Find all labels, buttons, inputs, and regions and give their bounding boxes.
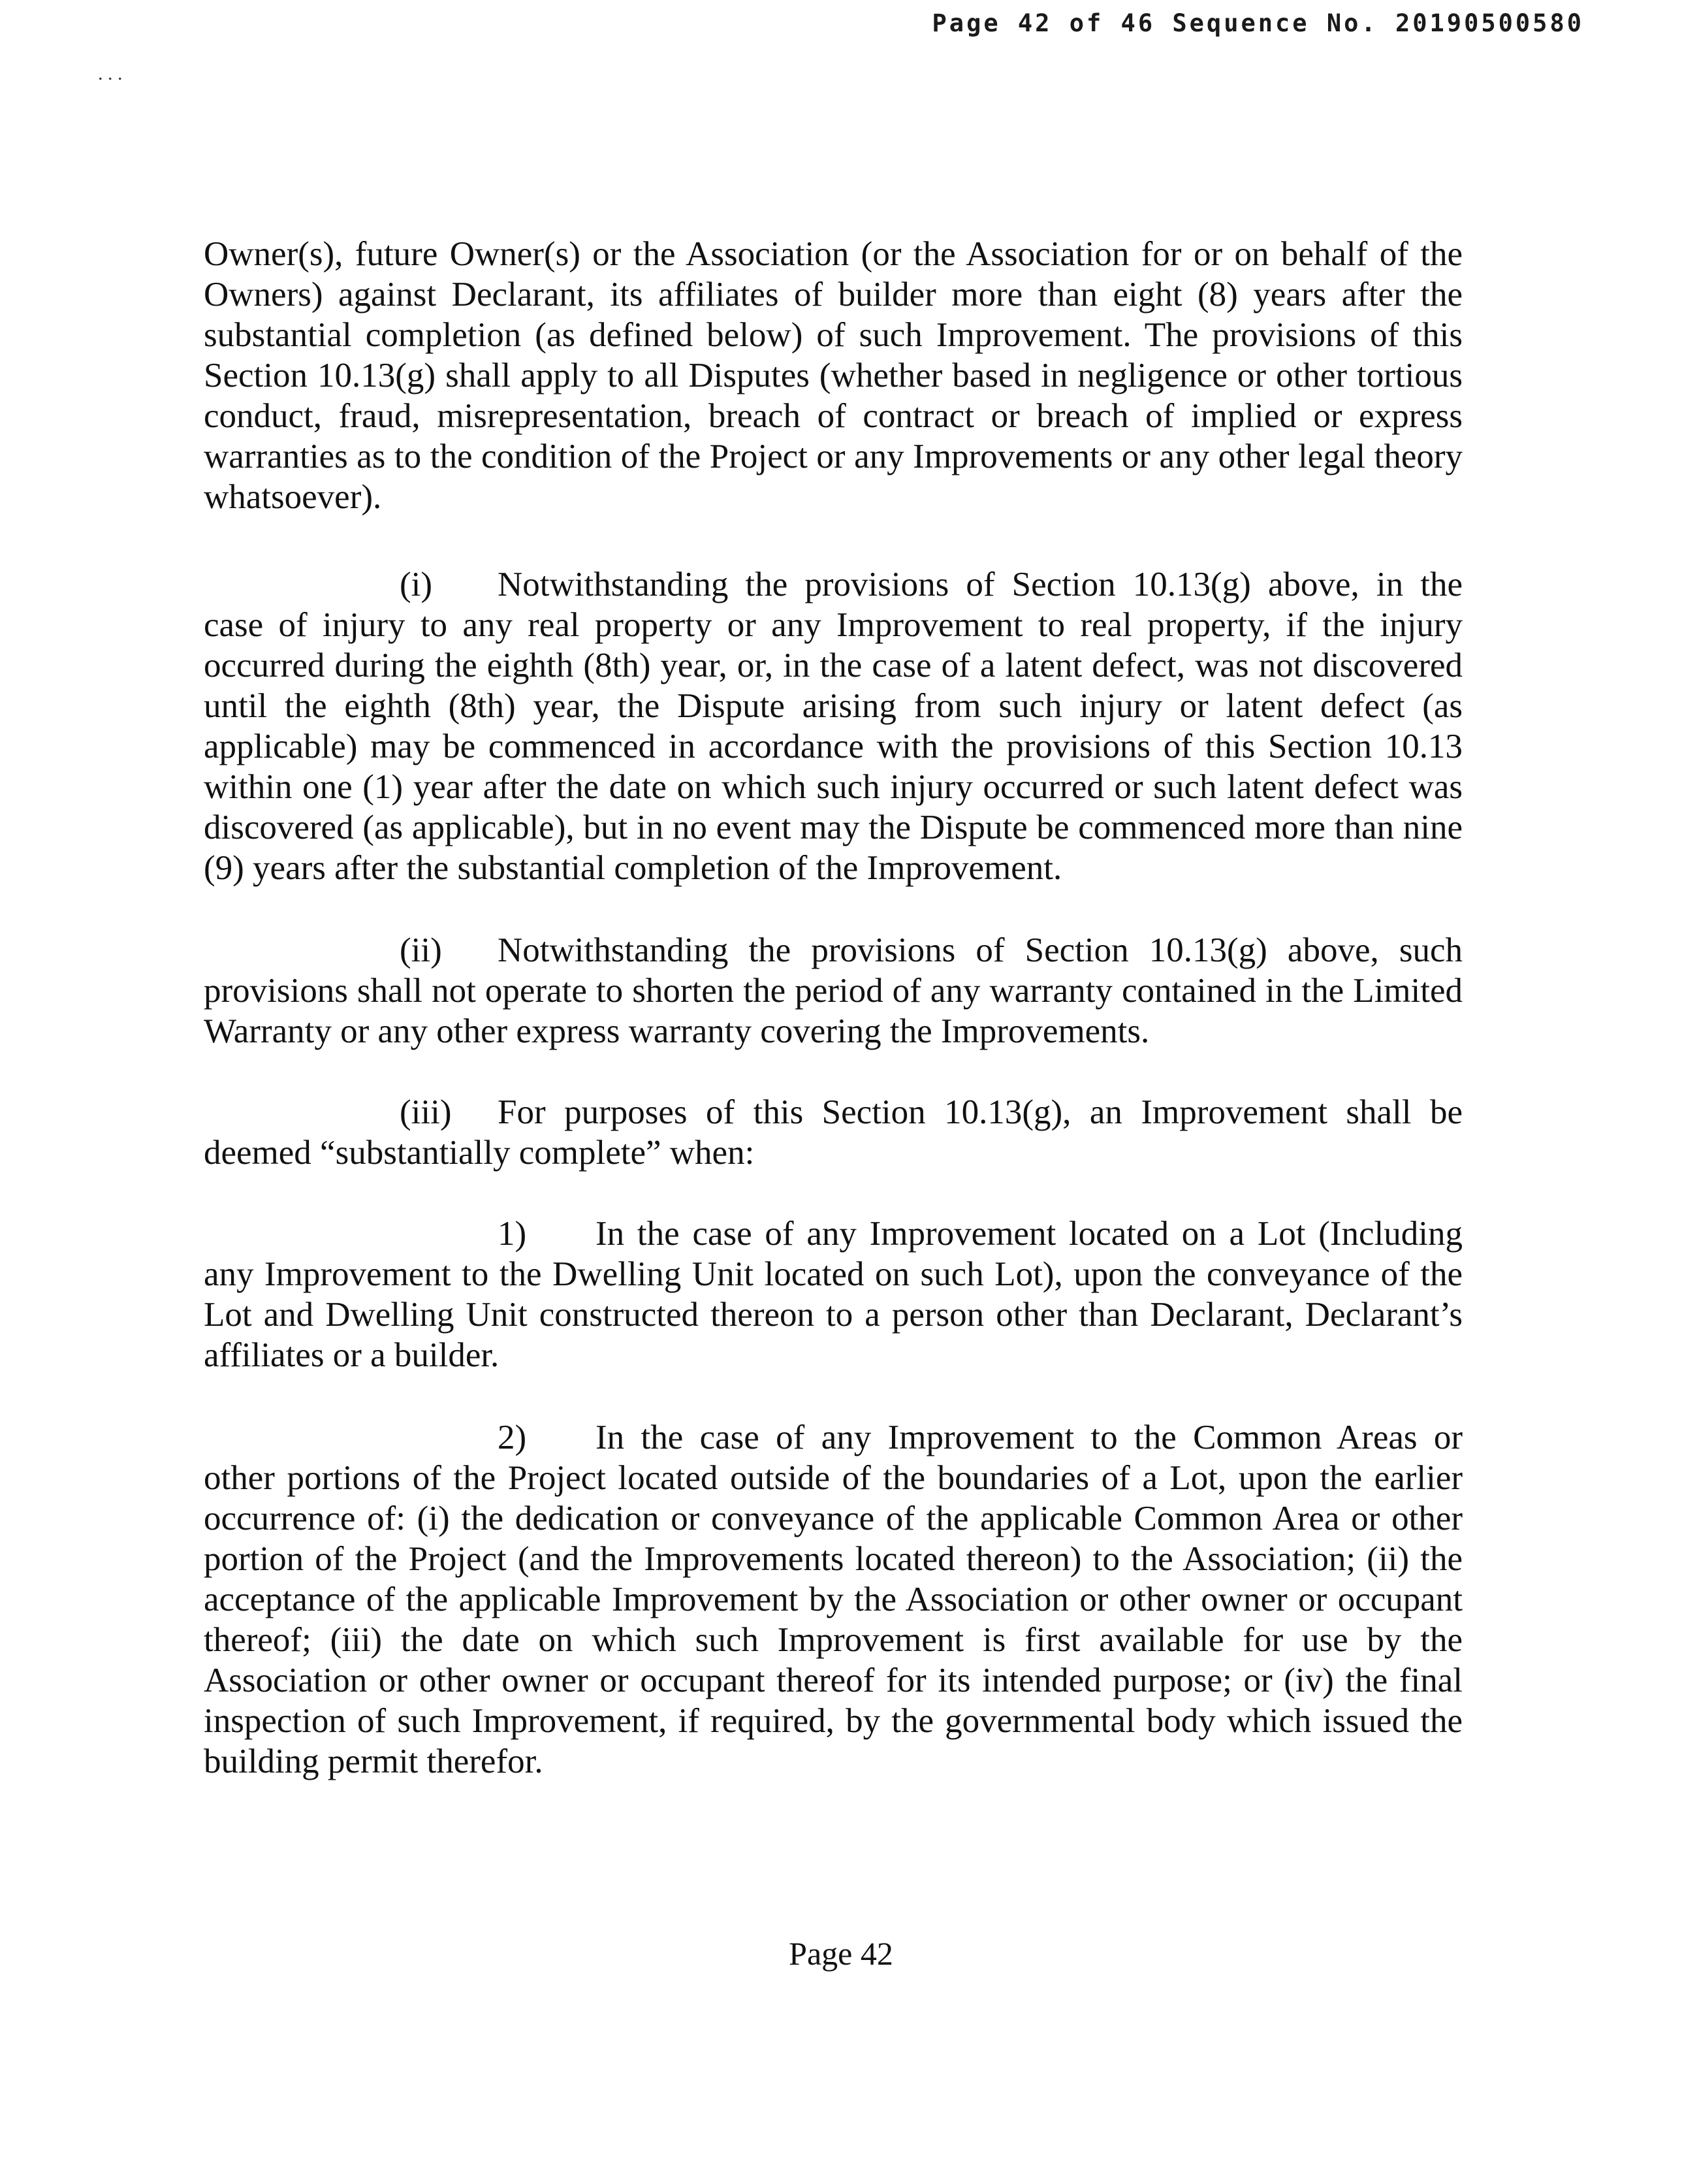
clause-2	[204, 1417, 1463, 1782]
paragraph-text: Owner(s), future Owner(s) or the Association (or the Association for or on behalf of the Owners) against Declarant, its affiliates of builder more than eight (8) years after the substantial completion (as defined below) of such Improvement. The provisions of this Section 10.13(g) shall apply to all Disputes (whether based in negligence or other tortious conduct, fraud, misrepresentation, breach of contract or breach of implied or express warranties as to the condition of the Project or any Improvements or any other legal theory whatsoever).	[204, 235, 1463, 516]
scan-specks: . . .	[98, 63, 123, 84]
subparagraph-ii	[204, 930, 1463, 1052]
clause-1	[204, 1213, 1463, 1375]
subparagraph-label: (ii)	[400, 931, 442, 969]
page-number: Page 42	[789, 1935, 893, 1972]
paragraph-continuation	[204, 234, 1463, 517]
subparagraph-iii	[204, 1092, 1463, 1173]
paragraph-text: For purposes of this Section 10.13(g), an Improvement shall be deemed “substantially complete” when:	[204, 1093, 1463, 1172]
paragraph-text: In the case of any Improvement to the Common Areas or other portions of the Project located outside of the boundaries of a Lot, upon the earlier occurrence of: (i) the dedication or conveyance of the applicable Common Area or other portion of the Project (and the Improvements located thereon) to the Association; (ii) the acceptance of the applicable Improvement by the Association or other owner or occupant thereof; (iii) the date on which such Improvement is first available for use by the Association or other owner or occupant thereof for its intended purpose; or (iv) the final inspection of such Improvement, if required, by the governmental body which issued the building permit therefor.	[204, 1419, 1463, 1780]
sequence-header: Page 42 of 46 Sequence No. 20190500580	[932, 9, 1584, 37]
paragraph-text: Notwithstanding the provisions of Section 10.13(g) above, such provisions shall not operate to shorten the period of any warranty contained in the Limited Warranty or any other express warranty covering the Improvements.	[204, 931, 1463, 1050]
paragraph-text: In the case of any Improvement located on a Lot (Including any Improvement to the Dwelling Unit located on such Lot), upon the conveyance of the Lot and Dwelling Unit constructed thereon to a person other than Declarant, Declarant’s affiliates or a builder.	[204, 1215, 1463, 1374]
subparagraph-label: (iii)	[400, 1093, 452, 1131]
clause-label: 1)	[498, 1215, 527, 1253]
subparagraph-i	[204, 564, 1463, 888]
subparagraph-label: (i)	[400, 566, 433, 603]
clause-label: 2)	[498, 1419, 527, 1456]
paragraph-text: Notwithstanding the provisions of Section 10.13(g) above, in the case of injury to any real property or any Improvement to real property, if the injury occurred during the eighth (8th) year, or, in the case of a latent defect, was not discovered until the eighth (8th) year, the Dispute arising from such injury or latent defect (as applicable) may be commenced in accordance with the provisions of this Section 10.13 within one (1) year after the date on which such injury occurred or such latent defect was discovered (as applicable), but in no event may the Dispute be commenced more than nine (9) years after the substantial completion of the Improvement.	[204, 566, 1463, 887]
